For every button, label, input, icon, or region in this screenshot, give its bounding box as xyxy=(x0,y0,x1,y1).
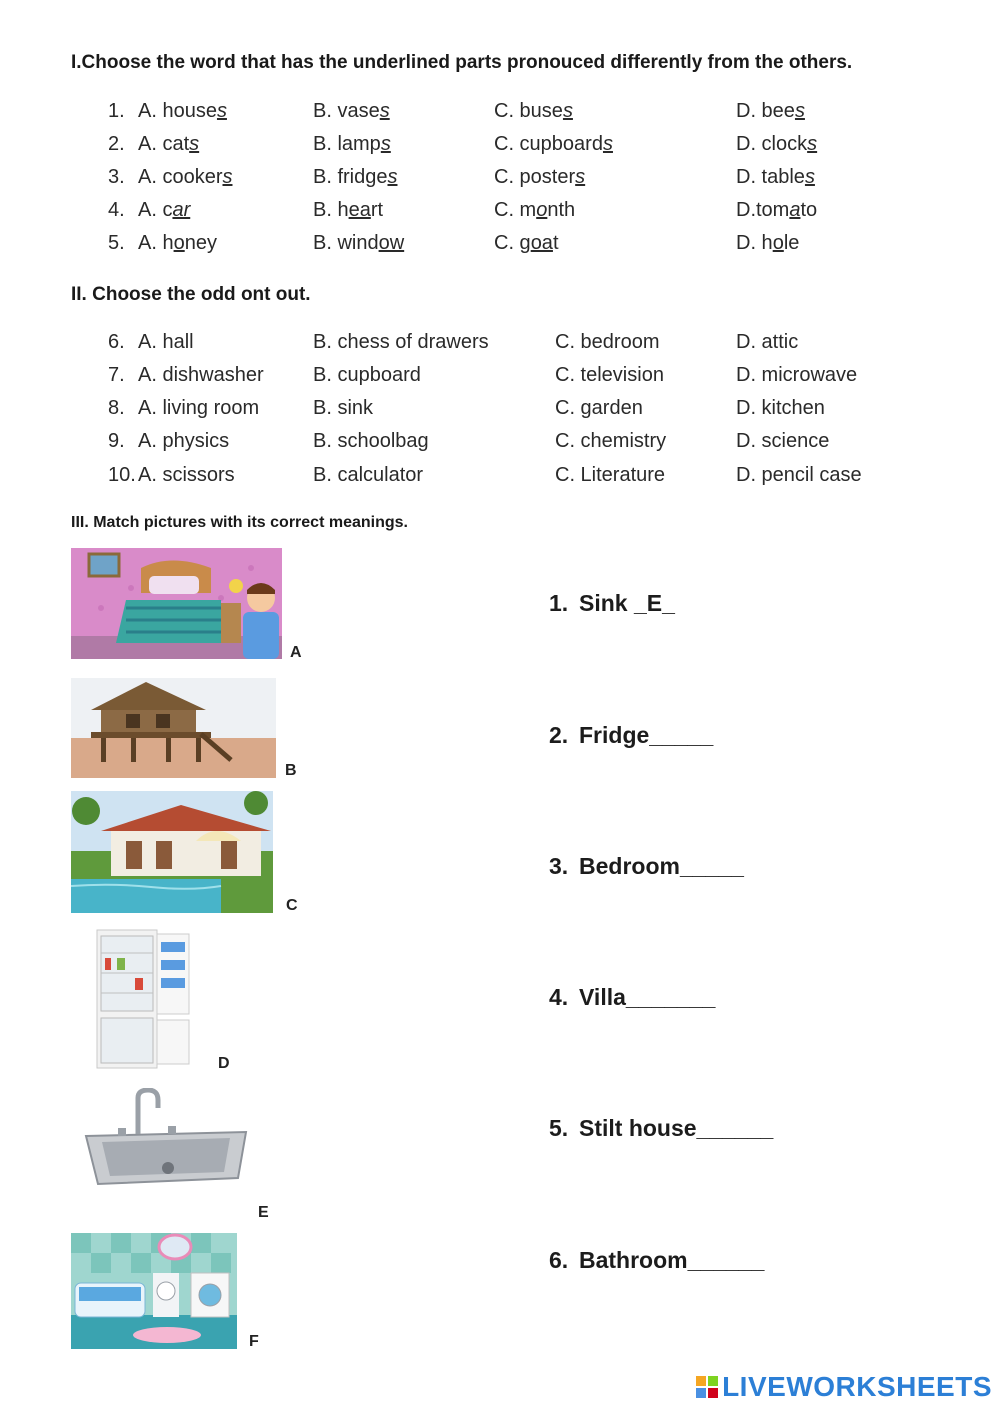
sink-picture xyxy=(78,1088,254,1188)
match-item-4[interactable]: 4. Villa_______ xyxy=(549,984,716,1010)
match-item-6[interactable]: 6. Bathroom______ xyxy=(549,1247,765,1273)
picture-letter-e: E xyxy=(258,1204,269,1221)
liveworksheets-logo[interactable]: LIVEWORKSHEETS xyxy=(696,1371,992,1403)
picture-letter-d: D xyxy=(218,1055,230,1072)
picture-letter-b: B xyxy=(285,762,297,779)
fridge-picture xyxy=(95,928,195,1071)
bathroom-picture xyxy=(71,1233,237,1349)
picture-letter-a: A xyxy=(290,644,302,661)
match-item-1[interactable]: 1. Sink _E_ xyxy=(549,590,675,616)
section2-heading: II. Choose the odd ont out. xyxy=(71,284,311,305)
bedroom-picture xyxy=(71,548,282,659)
match-item-5[interactable]: 5. Stilt house______ xyxy=(549,1115,774,1141)
stilt-house-picture xyxy=(71,678,276,778)
picture-letter-f: F xyxy=(249,1333,259,1350)
match-item-2[interactable]: 2. Fridge_____ xyxy=(549,722,714,748)
villa-picture xyxy=(71,791,273,913)
match-item-3[interactable]: 3. Bedroom_____ xyxy=(549,853,744,879)
section3-heading: III. Match pictures with its correct meanings. xyxy=(71,514,408,531)
liveworksheets-logo-icon xyxy=(696,1373,718,1395)
section1-heading: I.Choose the word that has the underlined parts pronouced differently from the others. xyxy=(71,52,853,73)
picture-letter-c: C xyxy=(286,897,298,914)
